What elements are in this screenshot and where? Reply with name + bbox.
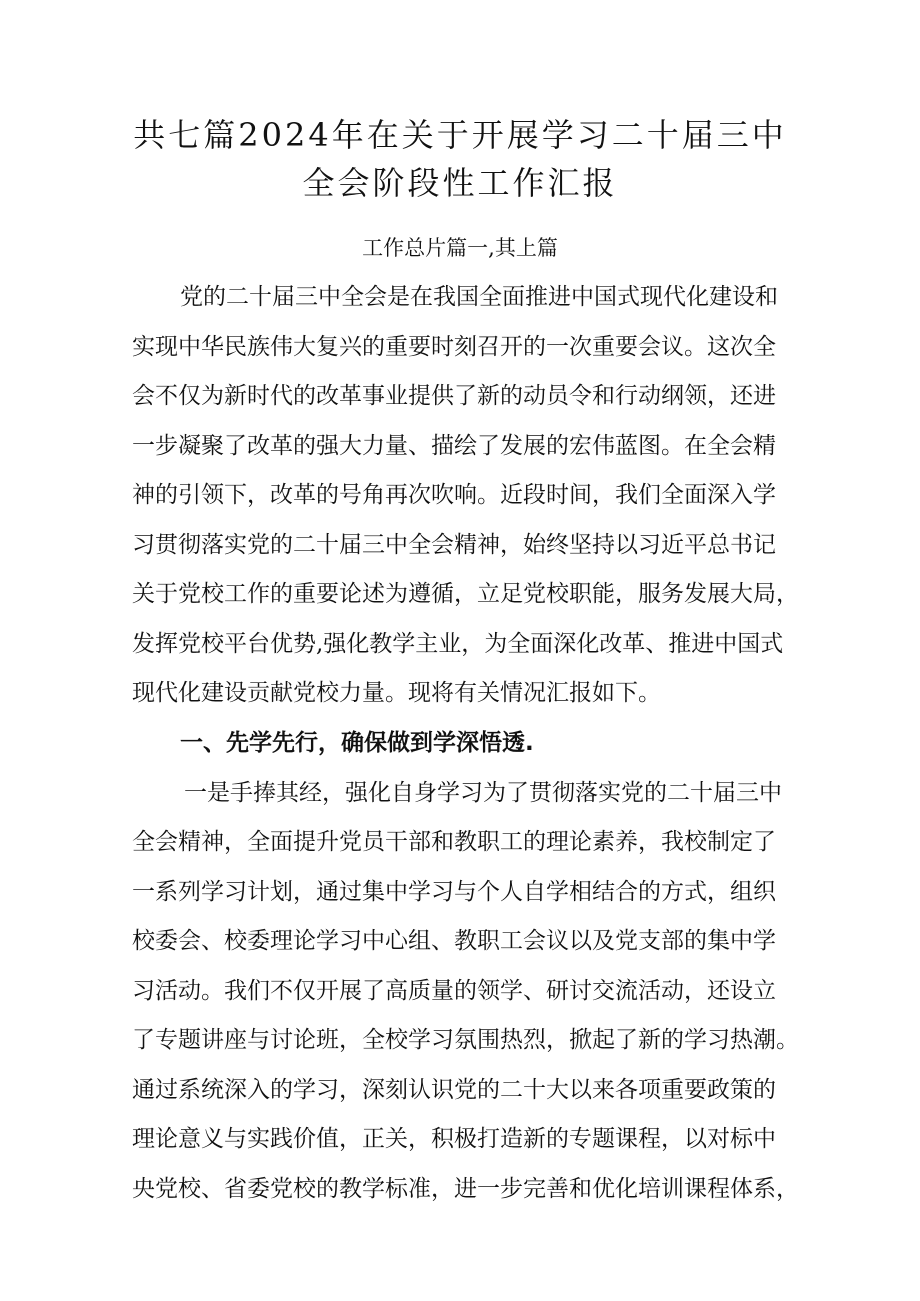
- paragraph-line: 实现中华民族伟大复兴的重要时刻召开的一次重要会议。这次全: [132, 334, 776, 360]
- paragraph-line: 关于党校工作的重要论述为遵循，立足党校职能，服务发展大局，: [132, 581, 799, 607]
- paragraph-line: 神的引领下，改革的号角再次吹响。近段时间，我们全面深入学: [132, 482, 776, 508]
- paragraph-line: 发挥党校平台优势,强化教学主业，为全面深化改革、推进中国式: [132, 631, 784, 657]
- paragraph-line: 党的二十届三中全会是在我国全面推进中国式现代化建设和: [180, 284, 778, 310]
- paragraph-line: 现代化建设贡献党校力量。现将有关情况汇报如下。: [132, 680, 661, 706]
- paragraph-line: 一步凝聚了改革的强大力量、描绘了发展的宏伟蓝图。在全会精: [132, 433, 776, 459]
- section-heading: 一、先学先行，确保做到学深悟透.: [180, 730, 534, 756]
- document-subtitle: 工作总片篇一,其上篇: [362, 236, 558, 260]
- paragraph-line: 理论意义与实践价值，正关，积极打造新的专题课程，以对标中: [132, 1126, 776, 1152]
- paragraph-line: 会不仅为新时代的改革事业提供了新的动员令和行动纲领，还进: [132, 383, 776, 409]
- paragraph-line: 一是手捧其经，强化自身学习为了贯彻落实党的二十届三中: [184, 780, 782, 806]
- paragraph-line: 全会精神，全面提升党员干部和教职工的理论素养，我校制定了: [132, 829, 776, 855]
- paragraph-line: 校委会、校委理论学习中心组、教职工会议以及党支部的集中学: [132, 928, 776, 954]
- document-title-line-1: 共七篇2024年在关于开展学习二十届三中: [133, 116, 787, 154]
- paragraph-line: 央党校、省委党校的教学标准，进一步完善和优化培训课程体系，: [132, 1176, 799, 1202]
- paragraph-line: 了专题讲座与讨论班，全校学习氛围热烈，掀起了新的学习热潮。: [132, 1027, 799, 1053]
- paragraph-line: 通过系统深入的学习，深刻认识党的二十大以来各项重要政策的: [132, 1077, 776, 1103]
- paragraph-line: 习贯彻落实党的二十届三中全会精神，始终坚持以习近平总书记: [132, 532, 776, 558]
- document-title-line-2: 全会阶段性工作汇报: [302, 164, 618, 202]
- paragraph-line: 一系列学习计划，通过集中学习与个人自学相结合的方式，组织: [132, 879, 776, 905]
- paragraph-line: 习活动。我们不仅开展了高质量的领学、研讨交流活动，还设立: [132, 978, 776, 1004]
